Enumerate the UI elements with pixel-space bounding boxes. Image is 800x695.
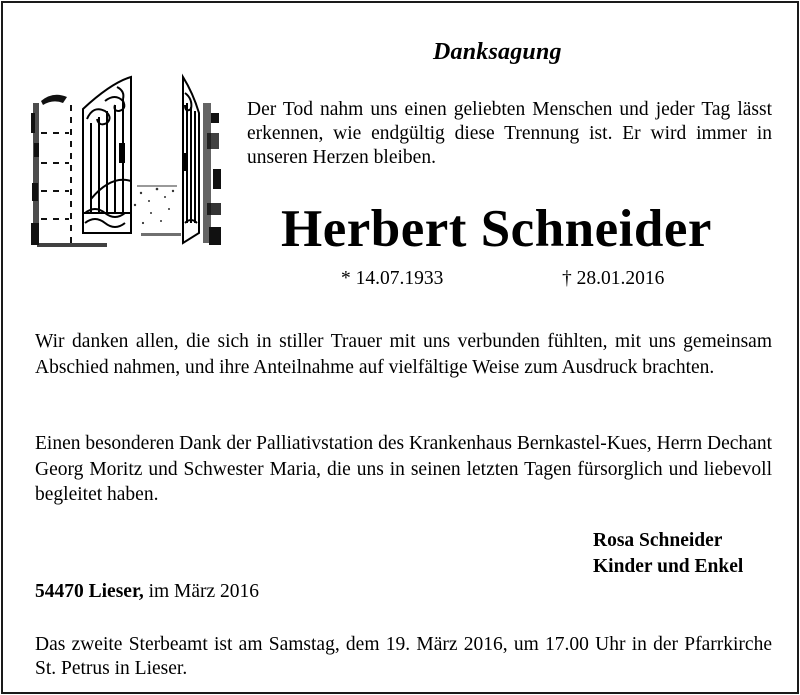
signatory-name: Rosa Schneider [593,530,723,551]
notice-title: Danksagung [433,39,562,65]
place-and-date [35,581,259,603]
signatories [593,528,743,580]
intro-text: Der Tod nahm uns einen geliebten Menschen und jeder Tag lässt erkennen, wie endgültig diese Trennung ist. Er wird immer in unseren Herzen bleiben. [247,99,772,168]
notice-frame [1,1,799,694]
signatory-family: Kinder und Enkel [593,556,744,577]
thanks-paragraph: Wir danken allen, die sich in stiller Trauer mit uns verbunden fühlten, mit uns gemeinsam Abschied nahmen, und ihre Anteilnahme auf vielfältige Weise zum Ausdruck brachten. [35,331,772,378]
birth-date: * 14.07.1933 [341,268,444,289]
deceased-name: Herbert Schneider [281,200,712,258]
death-date: † 28.01.2016 [562,268,665,289]
date-text: im März 2016 [143,581,260,602]
special-thanks-paragraph: Einen besonderen Dank der Palliativstation des Krankenhaus Bernkastel-Kues, Herrn Dechant Georg Moritz und Schwester Maria, die uns in seinen letzten Tagen fürsorglich und liebevoll begleitet haben. [35,433,772,505]
place-name: 54470 Lieser, [35,581,144,602]
open-gate-illustration-icon [31,73,227,253]
service-note: Das zweite Sterbeamt ist am Samstag, dem 19. März 2016, um 17.00 Uhr in der Pfarrkirche St. Petrus in Lieser. [35,634,772,679]
